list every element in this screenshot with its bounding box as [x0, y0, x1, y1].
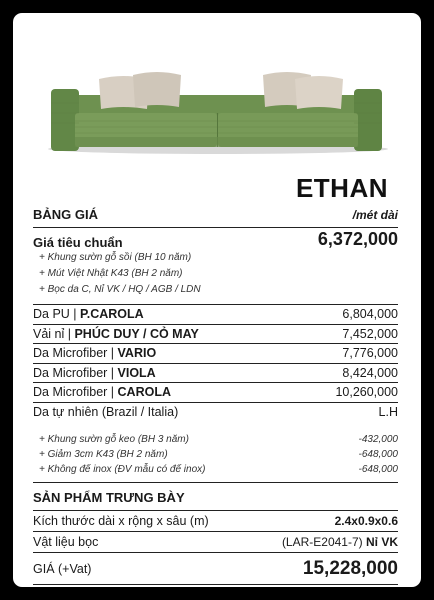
- option-row: [33, 462, 398, 477]
- final-price-row: [33, 553, 398, 585]
- standard-price-value: 6,372,000: [317, 229, 398, 249]
- option-row: [33, 447, 398, 462]
- material-price: 10,260,000: [335, 385, 398, 400]
- material-code: (LAR-E2041-7): [281, 535, 366, 549]
- material-name: PHÚC DUY / CỎ MAY: [74, 326, 199, 341]
- pricing-unit: /mét dài: [352, 208, 398, 222]
- price-table: [33, 207, 398, 585]
- material-price: L.H: [378, 405, 398, 420]
- material-type: Da Microfiber |: [33, 346, 118, 361]
- sofa-illustration: [13, 13, 421, 183]
- product-image: [13, 13, 421, 183]
- option-value: -432,000: [358, 434, 398, 445]
- product-name: ETHAN: [295, 173, 388, 203]
- standard-note: + Mút Việt Nhật K43 (BH 2 năm): [39, 268, 183, 279]
- standard-price-label: Giá tiêu chuẩn: [33, 235, 123, 250]
- option-list: [33, 432, 398, 483]
- option-label: + Giảm 3cm K43 (BH 2 năm): [39, 449, 168, 460]
- pricing-heading: BẢNG GIÁ: [33, 207, 98, 222]
- material-row: [33, 305, 398, 325]
- option-value: -648,000: [358, 449, 398, 460]
- display-product-heading: SẢN PHẨM TRƯNG BÀY: [33, 490, 398, 511]
- material-row: [33, 403, 398, 423]
- pricing-header: [33, 207, 398, 228]
- material-list: [33, 304, 398, 422]
- material-price: 8,424,000: [342, 365, 398, 380]
- standard-note: + Bọc da C, Nỉ VK / HQ / AGB / LDN: [39, 284, 201, 295]
- size-value: 2.4x0.9x0.6: [334, 514, 398, 528]
- standard-price-row: [33, 228, 398, 250]
- material-row: [33, 364, 398, 384]
- final-price-label: GIÁ (+Vat): [33, 561, 92, 576]
- material-name: CAROLA: [117, 385, 171, 400]
- material-type: Da Microfiber |: [33, 385, 118, 400]
- material-name: P.CAROLA: [80, 307, 144, 322]
- material-row: [33, 532, 398, 553]
- option-label: + Khung sườn gỗ keo (BH 3 năm): [39, 434, 189, 445]
- size-row: [33, 511, 398, 532]
- material-type: Vải nỉ |: [33, 326, 75, 341]
- material-label: Vật liệu bọc: [33, 535, 99, 549]
- material-row: [33, 325, 398, 345]
- material-price: 7,452,000: [342, 326, 398, 341]
- option-value: -648,000: [358, 464, 398, 475]
- price-card: [13, 13, 421, 587]
- material-price: 6,804,000: [342, 307, 398, 322]
- material-fabric: Nỉ VK: [365, 535, 398, 549]
- material-type: Da tự nhiên (Brazil / Italia): [33, 405, 179, 420]
- material-row: [33, 344, 398, 364]
- material-name: VARIO: [117, 346, 157, 361]
- material-type: Da Microfiber |: [33, 365, 118, 380]
- standard-note: + Khung sườn gỗ sồi (BH 10 năm): [39, 252, 192, 263]
- option-label: + Không đế inox (ĐV mẫu có đế inox): [39, 464, 206, 475]
- size-label: Kích thước dài x rộng x sâu (m): [33, 514, 209, 528]
- material-price: 7,776,000: [342, 346, 398, 361]
- material-type: Da PU |: [33, 307, 81, 322]
- divider: [33, 477, 398, 483]
- material-row: [33, 383, 398, 403]
- material-name: VIOLA: [117, 365, 156, 380]
- final-price-value: 15,228,000: [302, 557, 398, 579]
- option-row: [33, 432, 398, 447]
